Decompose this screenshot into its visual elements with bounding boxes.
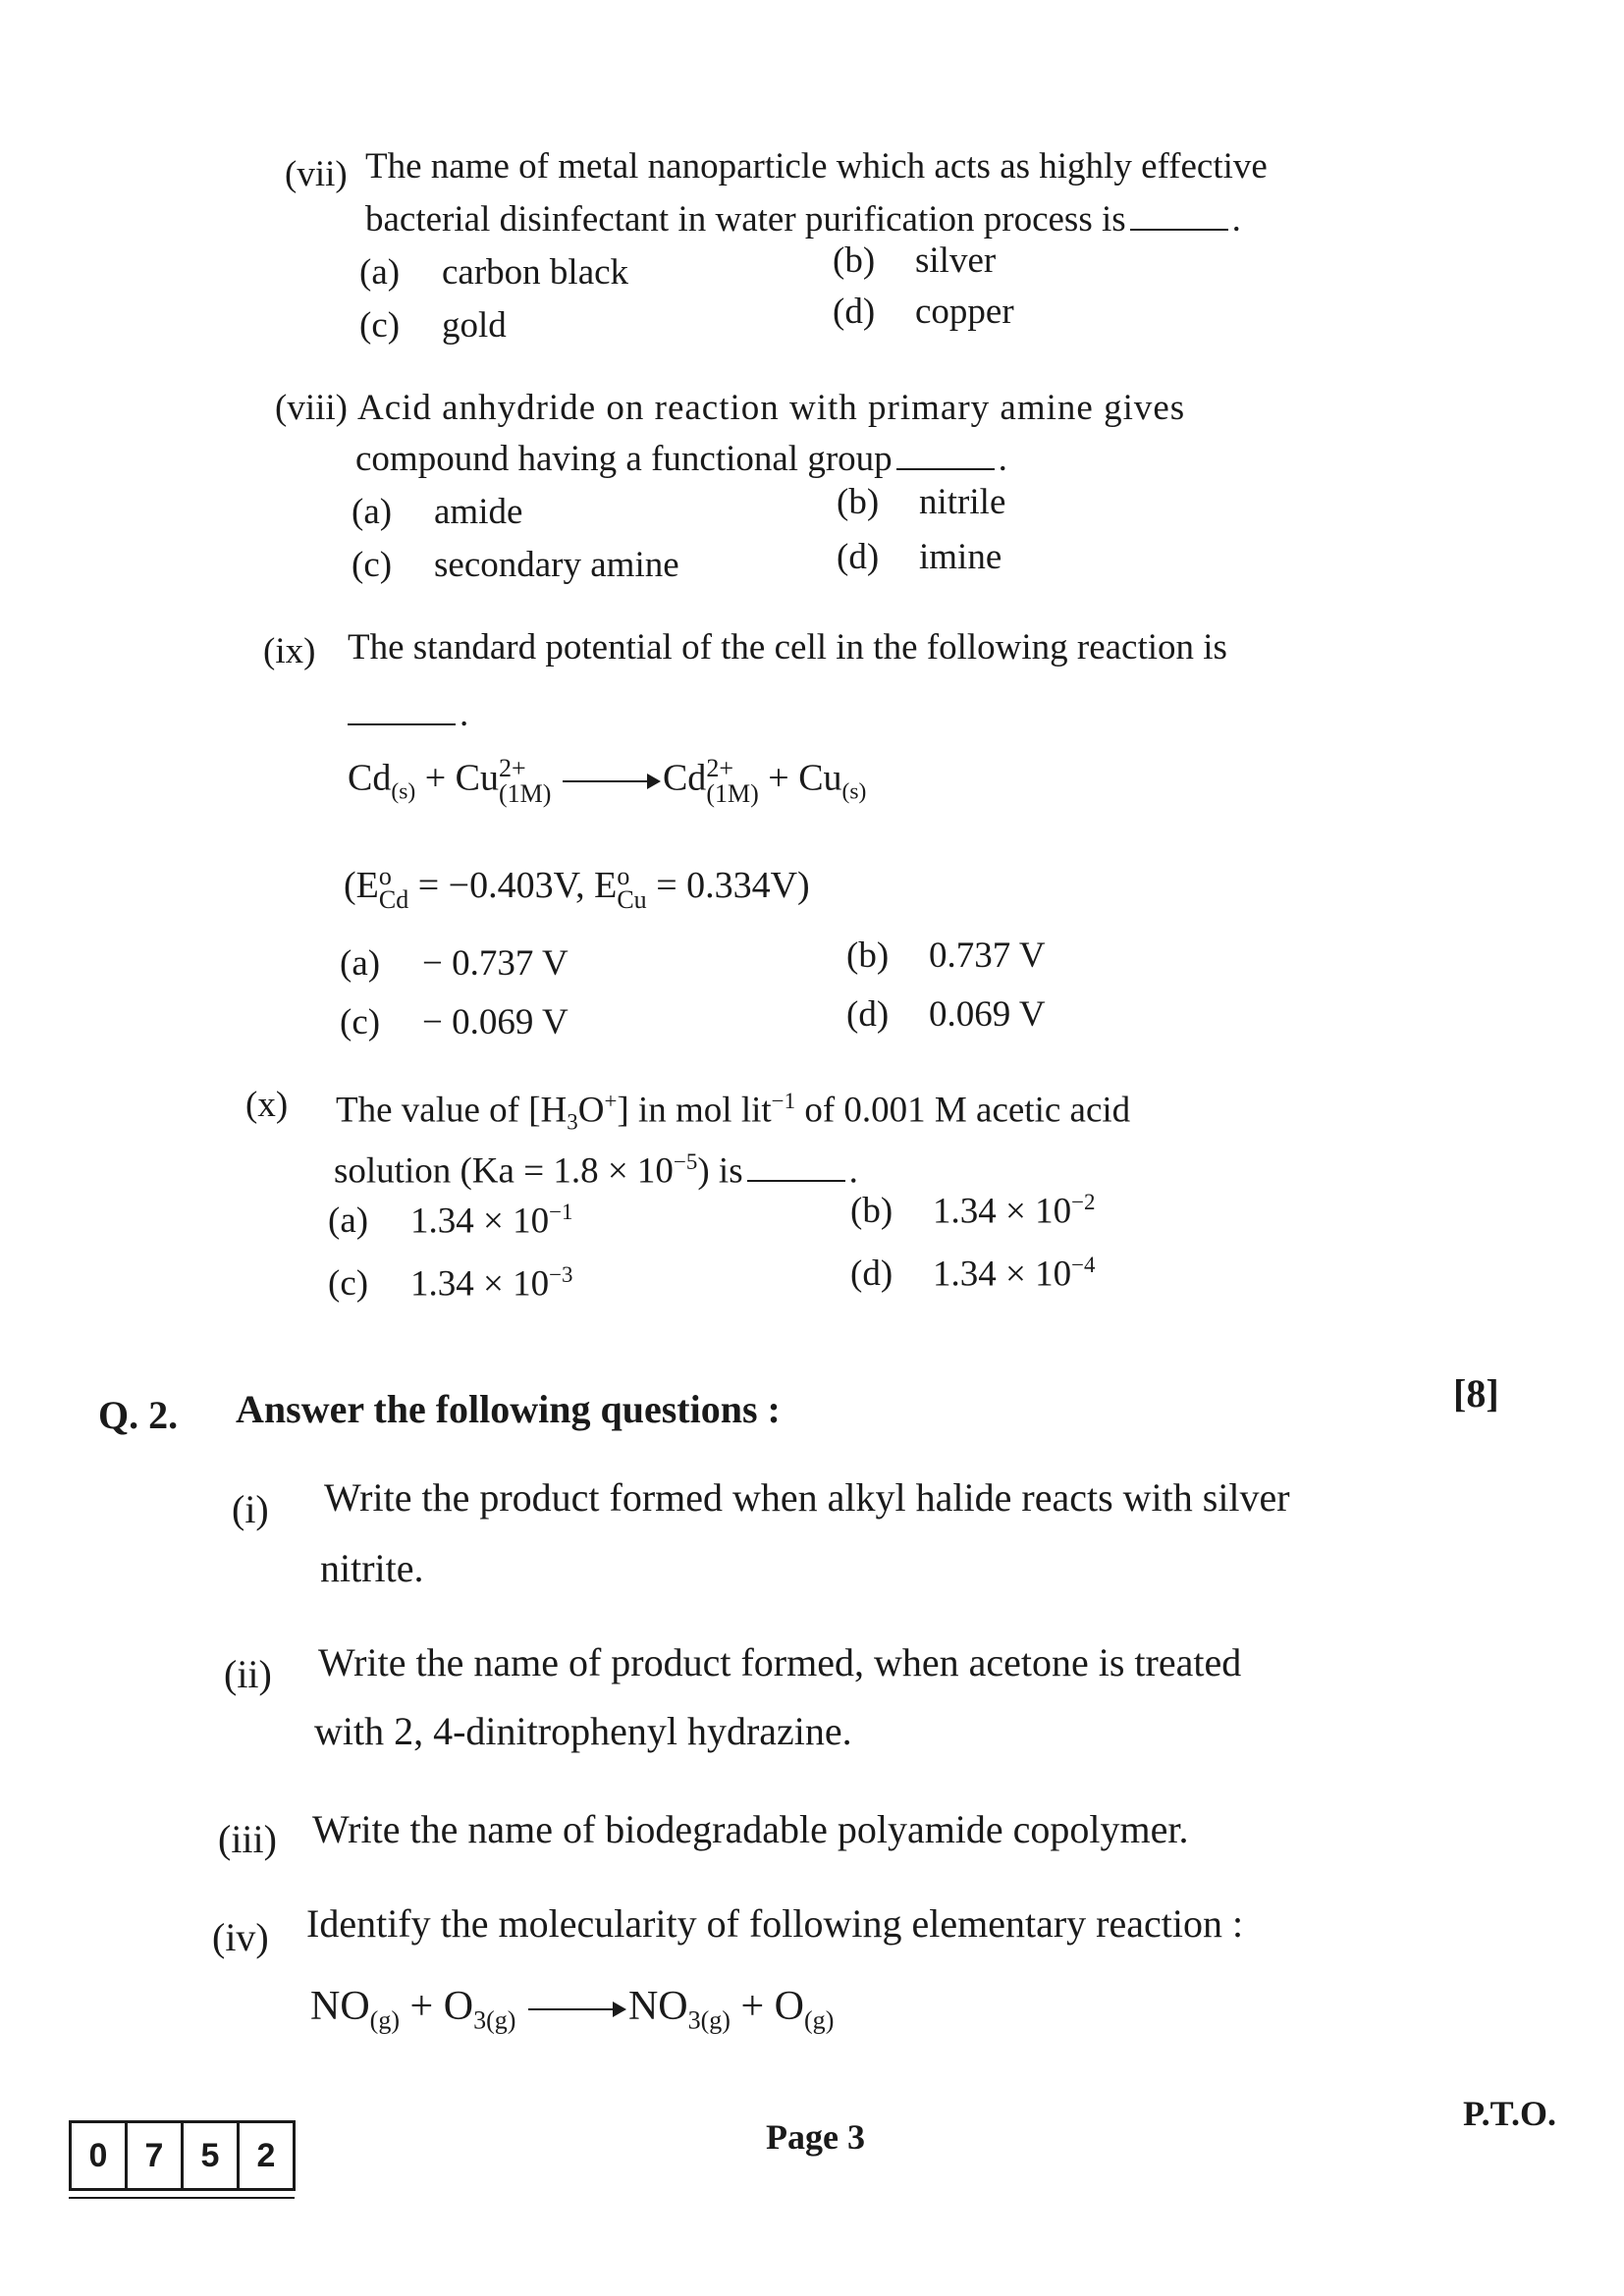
q2-item-i-line2: nitrite. [320,1546,424,1590]
code-underline [69,2197,295,2199]
q2-item-ii-number: (ii) [224,1652,272,1696]
reaction-arrow [563,772,661,791]
option-ix-b: (b) 0.737 V [846,935,1046,976]
paper-code-digit: 0 [72,2123,128,2188]
option-vii-b: (b) silver [833,240,997,281]
option-viii-a: (a) amide [352,492,523,532]
option-x-c: (c) $1.34 \times 10^{-3}$ [328,1262,573,1305]
option-x-d: (d) $1.34 \times 10^{-4}$ [850,1253,1096,1295]
standard-potentials: (E o Cd = −0.403V, E o Cu = 0.334V) [344,862,810,915]
please-turn-over: P.T.O. [1463,2094,1557,2133]
q2-item-iii-number: (iii) [218,1817,277,1861]
option-ix-c: (c) − 0.069 V [340,1002,568,1042]
answer-blank [348,722,456,725]
option-viii-c: (c) secondary amine [352,545,679,585]
option-x-b: (b) $1.34 \times 10^{-2}$ [850,1190,1096,1232]
option-viii-b: (b) nitrile [837,482,1006,522]
option-ix-a: (a) − 0.737 V [340,943,568,984]
option-vii-a: (a) carbon black [359,252,629,293]
paper-code-digit: 7 [128,2123,184,2188]
answer-blank [1130,228,1228,231]
paper-code-box [69,2120,296,2191]
page-number: Page 3 [766,2117,865,2157]
answer-blank [896,467,995,470]
q2-item-iii-line1: Write the name of biodegradable polyamide copolymer. [312,1807,1189,1851]
question-viii-number: (viii) [275,388,348,428]
q2-item-iv-number: (iv) [212,1915,269,1959]
question-2-title: Answer the following questions : [236,1387,781,1431]
option-vii-c: (c) gold [359,305,507,346]
paper-code-digit: 5 [184,2123,240,2188]
question-ix-number: (ix) [263,631,316,671]
question-viii-line1: Acid anhydride on reaction with primary amine gives [357,388,1186,428]
option-x-a: (a) $1.34 \times 10^{-1}$ [328,1200,573,1242]
question-vii-line1: The name of metal nanoparticle which acts as highly effective [365,146,1268,187]
question-2-marks: [8] [1453,1371,1499,1415]
paper-code-digit: 2 [240,2123,296,2188]
reaction-arrow [528,2000,626,2019]
question-x-number: (x) [245,1085,289,1125]
question-x-line1: The value of $[H_3O^+]$ in mol lit$^{-1}$ of 0.001 M acetic acid [336,1089,1131,1135]
option-viii-d: (d) imine [837,537,1002,577]
question-vii-line2: bacterial disinfectant in water purification process is . [365,199,1241,240]
option-vii-d: (d) copper [833,292,1014,332]
answer-blank [747,1179,845,1182]
cell-reaction-equation: $Cd_{(s)} + Cu$ 2+ (1M) Cd 2+ (1M) + $Cu_{(s)}$ [348,754,867,808]
question-viii-line2: compound having a functional group . [355,439,1007,479]
question-ix-blank: . [344,687,468,742]
question-2-number: Q. 2. [98,1393,179,1437]
q2-item-ii-line2: with 2, 4-dinitrophenyl hydrazine. [314,1709,852,1753]
q2-item-i-number: (i) [232,1487,269,1531]
question-ix-line1: The standard potential of the cell in the following reaction is [348,627,1227,667]
q2-item-i-line1: Write the product formed when alkyl halide reacts with silver [324,1475,1290,1520]
q2-item-ii-line1: Write the name of product formed, when acetone is treated [318,1640,1242,1684]
q2-item-iv-line1: Identify the molecularity of following elementary reaction : [306,1901,1244,1946]
question-viii-line2-text: compound having a functional group [355,439,893,479]
question-x-line2: solution $(Ka = 1.8 \times 10^{-5})$ is . [334,1149,858,1192]
question-vii-number: (vii) [285,154,348,194]
molecularity-reaction-equation: $NO_{(g)} + O_{3(g)}$ $NO_{3(g)} + O_{(g)}$ [310,1984,835,2035]
question-vii-line2-text: bacterial disinfectant in water purification process is [365,199,1126,240]
option-ix-d: (d) 0.069 V [846,994,1046,1035]
